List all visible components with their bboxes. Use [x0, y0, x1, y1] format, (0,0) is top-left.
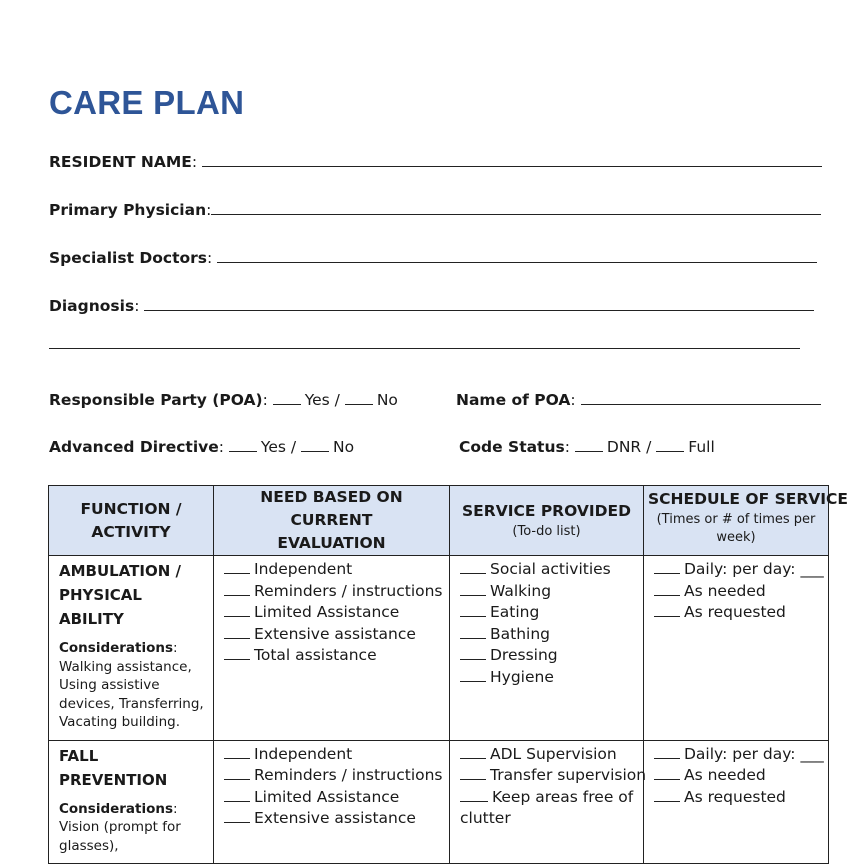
code-status-dnr-blank[interactable]	[575, 437, 603, 452]
page-title: CARE PLAN	[49, 84, 245, 121]
code-status-label: Code Status	[459, 438, 565, 456]
need-cell	[214, 556, 450, 741]
resident-name-row: RESIDENT NAME:	[49, 152, 822, 171]
specialist-doctors-label: Specialist Doctors	[49, 249, 208, 267]
responsible-party-no-blank[interactable]	[345, 390, 373, 405]
option-item[interactable]: As requested	[654, 787, 822, 809]
need-cell	[214, 740, 450, 864]
option-item[interactable]: ADL Supervision	[460, 744, 637, 766]
option-item[interactable]: As needed	[654, 581, 822, 603]
name-of-poa-row: Name of POA:	[456, 390, 821, 409]
header-function: FUNCTION / ACTIVITY	[49, 486, 214, 556]
specialist-doctors-row: Specialist Doctors:	[49, 248, 817, 267]
option-item[interactable]: Social activities	[460, 559, 637, 581]
care-plan-table	[48, 485, 848, 864]
code-status-row: Code Status: DNR / Full	[459, 438, 715, 456]
header-schedule: SCHEDULE OF SERVICE (Times or # of times per week)	[644, 486, 829, 556]
service-cell	[450, 740, 647, 864]
option-item[interactable]: As needed	[654, 765, 822, 787]
diagnosis-continuation-line[interactable]	[49, 348, 800, 349]
option-item[interactable]: Independent	[224, 559, 443, 581]
option-item[interactable]: Total assistance	[224, 645, 443, 667]
advanced-directive-no-blank[interactable]	[301, 437, 329, 452]
option-item[interactable]: Reminders / instructions	[224, 581, 443, 603]
schedule-cell	[644, 556, 829, 741]
option-item[interactable]: Keep areas free of clutter	[460, 787, 634, 827]
resident-name-field[interactable]	[202, 152, 822, 167]
function-cell: FALL PREVENTION Considerations: Vision (prompt for glasses),	[49, 740, 214, 864]
name-of-poa-label: Name of POA	[456, 391, 571, 409]
option-item[interactable]: Reminders / instructions	[224, 765, 443, 787]
option-item[interactable]: Limited Assistance	[224, 787, 443, 809]
diagnosis-row: Diagnosis:	[49, 296, 814, 315]
code-status-dnr: DNR /	[606, 438, 652, 456]
table-header-row	[49, 486, 829, 556]
advanced-directive-label: Advanced Directive	[49, 438, 219, 456]
option-item[interactable]: Daily: per day: ___	[654, 559, 822, 581]
code-status-full-blank[interactable]	[656, 437, 684, 452]
option-item[interactable]: Extensive assistance	[224, 808, 443, 830]
responsible-party-label: Responsible Party (POA)	[49, 391, 263, 409]
name-of-poa-field[interactable]	[581, 390, 821, 405]
function-cell: AMBULATION / PHYSICAL ABILITY Considerations: Walking assistance, Using assistive devices, Transferring, Vacating building.	[49, 556, 214, 741]
advanced-directive-yes: Yes /	[260, 438, 297, 456]
option-item[interactable]: Dressing	[460, 645, 637, 667]
option-item[interactable]: Walking	[460, 581, 637, 603]
table-row	[49, 556, 829, 741]
diagnosis-field[interactable]	[144, 296, 814, 311]
table-row	[49, 740, 829, 864]
advanced-directive-no: No	[333, 438, 355, 456]
advanced-directive-row: Advanced Directive: Yes / No	[49, 438, 355, 456]
responsible-party-yes-blank[interactable]	[273, 390, 301, 405]
responsible-party-no: No	[376, 391, 398, 409]
option-item[interactable]: As requested	[654, 602, 822, 624]
responsible-party-row: Responsible Party (POA): Yes / No	[49, 391, 398, 409]
diagnosis-label: Diagnosis	[49, 297, 135, 315]
header-need: NEED BASED ON CURRENT EVALUATION	[214, 486, 450, 556]
header-service: SERVICE PROVIDED (To-do list)	[450, 486, 644, 556]
primary-physician-field[interactable]	[211, 200, 821, 215]
resident-name-label: RESIDENT NAME	[49, 153, 192, 171]
code-status-full: Full	[688, 438, 715, 456]
option-item[interactable]: Extensive assistance	[224, 624, 443, 646]
responsible-party-yes: Yes /	[304, 391, 340, 409]
schedule-cell	[644, 740, 829, 864]
option-item[interactable]: Daily: per day: ___	[654, 744, 822, 766]
specialist-doctors-field[interactable]	[217, 248, 817, 263]
option-item[interactable]: Bathing	[460, 624, 637, 646]
primary-physician-label: Primary Physician	[49, 201, 207, 219]
service-cell	[450, 556, 644, 741]
option-item[interactable]: Transfer supervision	[460, 765, 637, 787]
option-item[interactable]: Hygiene	[460, 667, 637, 689]
option-item[interactable]: Independent	[224, 744, 443, 766]
option-item[interactable]: Limited Assistance	[224, 602, 443, 624]
primary-physician-row: Primary Physician:	[49, 200, 821, 219]
option-item[interactable]: Eating	[460, 602, 637, 624]
advanced-directive-yes-blank[interactable]	[229, 437, 257, 452]
